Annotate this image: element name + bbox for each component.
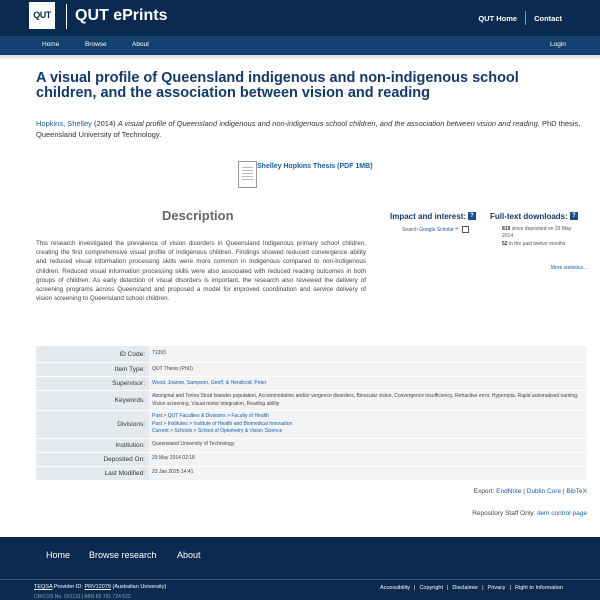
downloads-total <box>502 226 577 240</box>
metadata-table <box>36 345 587 480</box>
nav-browse[interactable]: Browse <box>85 41 107 48</box>
export-endnote-link[interactable]: EndNote <box>496 488 522 495</box>
document-download-link[interactable]: Shelley Hopkins Thesis (PDF 1MB) <box>257 163 373 170</box>
teqsa-suffix: (Australian University) <box>112 584 167 590</box>
deposited-label: Deposited On: <box>36 452 149 466</box>
table-row <box>36 466 587 480</box>
table-row <box>36 411 587 439</box>
table-row <box>36 377 587 391</box>
main-nav <box>0 36 600 55</box>
footer-copyright-link[interactable]: Copyright <box>419 585 443 591</box>
export-dublin-core-link[interactable]: Dublin Core <box>526 488 562 495</box>
supervisor-link[interactable]: Wood, Joanne, Sampson, Geoff, & Hendicott, Peter <box>152 379 267 386</box>
supervisor-value <box>149 377 587 391</box>
page-title: A visual profile of Queensland indigenous and non-indigenous school children, and the association between vision and reading <box>36 70 519 101</box>
google-scholar-search <box>402 226 469 233</box>
search-prefix: Search <box>402 226 418 233</box>
staff-label: Repository Staff Only: <box>472 510 536 517</box>
modified-label: Last Modified: <box>36 466 149 480</box>
description-body: This research investigated the prevalence of vision disorders in Queensland Indigenous primary school children, creating the first comprehensive visual profile of Indigenous children. Findings showed reduced convergence ability and reduced visual information processing skills were more common in Indigenous compared to non-Indigenous children. Reduced visual information processing skills were also associated with reduced reading outcomes in both groups of children. As early detection of visual disorders is important, the research also reviewed the delivery of screening programs across Queensland and proposed a model for improved coordination and service delivery of vision screening to Queensland school children. <box>36 240 366 303</box>
division-link[interactable]: Past > QUT Faculties & Divisions > Faculty of Health <box>152 413 269 419</box>
table-row <box>36 452 587 466</box>
table-row <box>36 346 587 363</box>
help-icon[interactable]: ? <box>468 212 476 220</box>
institution-label: Institution: <box>36 438 149 452</box>
footer-rti-link[interactable]: Right to Information <box>515 585 563 591</box>
table-row <box>36 391 587 411</box>
top-links <box>470 0 570 36</box>
export-label: Export: <box>473 488 495 495</box>
divisions-value <box>149 411 587 439</box>
description-heading: Description <box>162 208 234 223</box>
item-control-page-link[interactable]: item control page <box>537 510 587 517</box>
qut-logo[interactable]: QUT <box>29 2 55 29</box>
qut-home-link[interactable]: QUT Home <box>478 13 518 23</box>
item-type-value: QUT Thesis (PhD) <box>149 363 587 377</box>
table-row <box>36 363 587 377</box>
downloads-recent <box>502 241 565 247</box>
downloads-total-text: since deposited on 29 May 2014 <box>502 226 572 239</box>
id-code-label: ID Code: <box>36 346 149 363</box>
citation-publisher: PhD thesis, Queensland University of Technology. <box>36 119 581 139</box>
citation-work-title: A visual profile of Queensland indigenous and non-indigenous school children, and the association between vision and reading. <box>117 119 540 128</box>
export-links: Export: EndNote | Dublin Core | BibTeX <box>473 488 587 495</box>
id-code-value: 71393 <box>149 346 587 363</box>
nav-login[interactable]: Login <box>550 41 566 48</box>
export-bibtex-link[interactable]: BibTeX <box>566 488 587 495</box>
help-icon[interactable]: ? <box>570 212 578 220</box>
impact-heading <box>390 212 476 221</box>
nav-shadow <box>0 55 600 61</box>
downloads-heading <box>490 212 578 221</box>
modified-value: 23 Jan 2025 14:41 <box>149 466 587 480</box>
item-type-label: Item Type: <box>36 363 149 377</box>
footer-nav-browse[interactable]: Browse research <box>89 550 157 560</box>
pdf-thumbnail-icon[interactable] <box>238 161 257 188</box>
footer-links: Accessibility | Copyright | Disclaimer | Privacy | Right to Information <box>376 585 567 591</box>
footer-divider <box>0 579 600 580</box>
division-link[interactable]: Current > Schools > School of Optometry & Vision Science <box>152 428 283 434</box>
citation <box>36 118 588 140</box>
teqsa-label: Provider ID: <box>53 584 83 590</box>
nav-about[interactable]: About <box>132 41 149 48</box>
footer-privacy-link[interactable]: Privacy <box>487 585 506 591</box>
keywords-value: Aboriginal and Torres Strait Islander population, Accommodation and/or vergence disorders, Binocular vision, Convergence insufficiency, Refractive error, Hyperopia, Rapid automatised naming, Vision screening, Visual motor integration, Reading ability <box>149 391 587 411</box>
nav-home[interactable]: Home <box>42 41 60 48</box>
downloads-total-count: 819 <box>502 226 511 232</box>
divisions-label: Divisions: <box>36 411 149 439</box>
supervisor-label: Supervisor: <box>36 377 149 391</box>
footer-disclaimer-link[interactable]: Disclaimer <box>452 585 479 591</box>
division-link[interactable]: Past > Institutes > Institute of Health and Biomedical Innovation <box>152 420 293 427</box>
downloads-recent-count: 52 <box>502 241 508 247</box>
teqsa-link[interactable]: TEQSA <box>34 584 53 590</box>
staff-only <box>472 510 587 517</box>
institution-value: Queensland University of Technology <box>149 438 587 452</box>
footer-nav-home[interactable]: Home <box>46 550 71 560</box>
google-scholar-link[interactable]: Google Scholar™ <box>419 226 459 233</box>
author-link[interactable]: Hopkins, Shelley <box>36 119 92 128</box>
teqsa-provider <box>34 584 166 590</box>
footer-accessibility-link[interactable]: Accessibility <box>380 585 410 591</box>
keywords-label: Keywords: <box>36 391 149 411</box>
impact-title-text: Impact and interest: <box>390 212 467 221</box>
logo-divider <box>66 4 67 29</box>
site-footer <box>0 537 600 600</box>
provider-id-link[interactable]: PRV12079 <box>84 584 111 590</box>
citation-year: (2014) <box>93 119 116 128</box>
downloads-recent-text: in the past twelve months <box>508 241 566 247</box>
site-title[interactable]: QUT ePrints <box>75 7 168 24</box>
external-link-icon <box>462 226 469 233</box>
table-row <box>36 438 587 452</box>
downloads-title-text: Full-text downloads: <box>490 212 568 221</box>
footer-cricos: CRICOS No. 00213J | ABN 83 791 724 622 <box>34 594 131 600</box>
top-header <box>0 0 600 36</box>
more-statistics-link[interactable]: More statistics... <box>550 265 587 271</box>
deposited-value: 29 May 2014 02:18 <box>149 452 587 466</box>
footer-nav-about[interactable]: About <box>177 550 201 560</box>
contact-link[interactable]: Contact <box>534 13 562 23</box>
